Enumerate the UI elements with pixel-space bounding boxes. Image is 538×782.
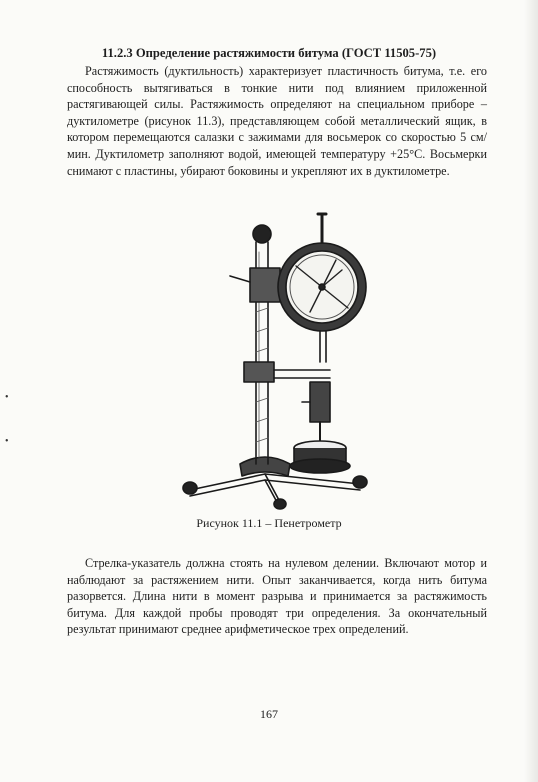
scan-speck: • bbox=[5, 436, 9, 447]
scan-edge-shadow bbox=[524, 0, 538, 782]
penetrometer-icon bbox=[170, 212, 390, 512]
page-number: 167 bbox=[260, 707, 278, 721]
paragraph-ductility: Растяжимость (дуктильность) характеризует пластичность битума, т.е. его способность вытягиваться в тонкие нити под влиянием приложенной растягивающей силы. Растяжимость определяют на специальном приборе – дуктилометре (рисунок 11.3), представляющем собой металлический ящик, в котором перемещаются салазки с зажимами для восьмерок со скоростью 5 см/мин. Дуктилометр заполняют водой, имеющей температуру +25°С. Восьмерки снимают с пластины, убирают боковины и укрепляют их в дуктилометре. bbox=[67, 64, 487, 178]
scan-speck: • bbox=[5, 392, 9, 403]
penetrometer-figure bbox=[170, 212, 390, 517]
paragraph-procedure: Стрелка-указатель должна стоять на нулевом делении. Включают мотор и наблюдают за растяжением нити. Опыт заканчивается, когда нить битума разорвется. Длина нити в момент разрыва и принимается за растяжимость битума. Для каждой пробы проводят три определения. За окончательный результат принимают среднее арифметическое трех определений. bbox=[67, 556, 487, 637]
section-heading: 11.2.3 Определение растяжимости битума (ГОСТ 11505-75) bbox=[101, 46, 437, 60]
figure-caption: Рисунок 11.1 – Пенетрометр bbox=[196, 516, 342, 530]
